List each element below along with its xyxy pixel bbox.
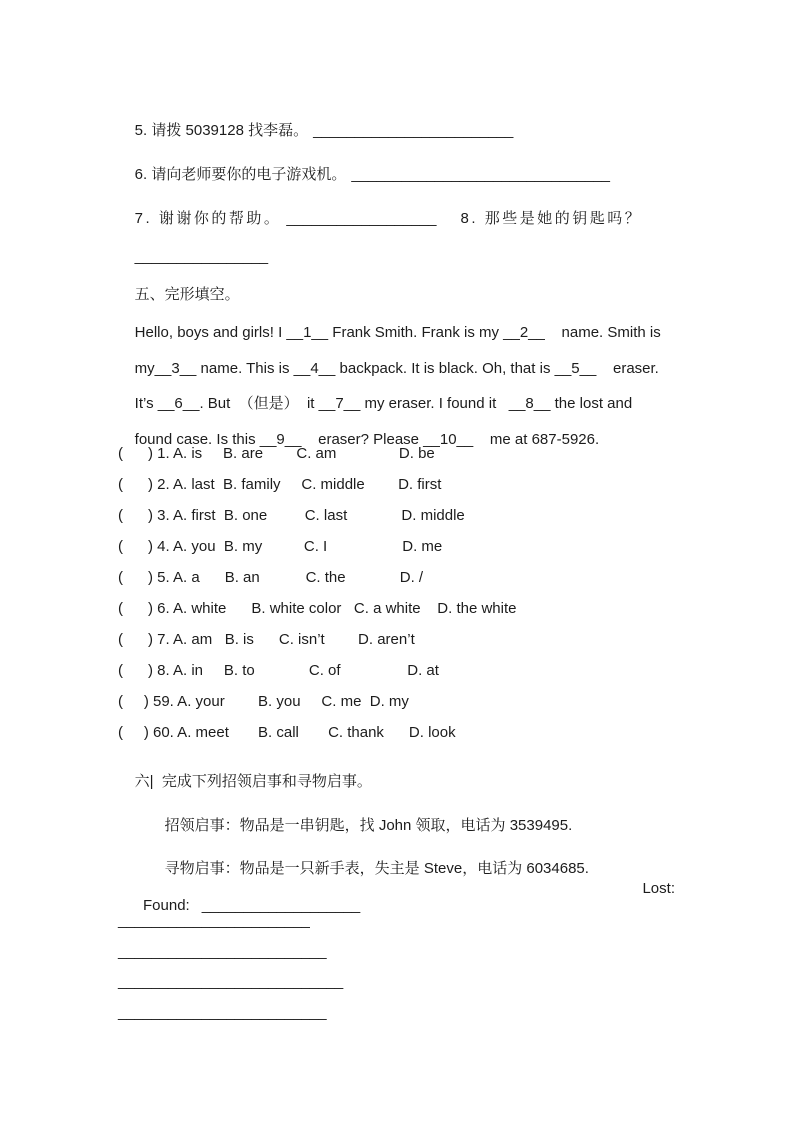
cloze-passage-line-3: It’s __6__. But （但是） it __7__ my eraser. I found it __8__ the lost and — [134, 395, 633, 412]
cloze-choice-row-60: ( ) 60. A. meet B. call C. thank D. look — [118, 724, 456, 741]
cloze-choice-row-6: ( ) 6. A. white B. white color C. a white D. the white — [118, 600, 517, 617]
lost-label: Lost: — [642, 880, 675, 897]
cloze-choice-row-2: ( ) 2. A. last B. family C. middle D. first — [118, 476, 442, 493]
translation-item-6-blank: _______________________________ — [351, 166, 610, 183]
answer-blank-line-1: _______________________ — [118, 912, 310, 929]
translation-item-7-blank: __________________ — [286, 210, 437, 227]
cloze-passage-line-2: my__3__ name. This is __4__ backpack. It is black. Oh, that is __5__ eraser. — [134, 360, 659, 377]
translation-item-5-blank: ________________________ — [313, 122, 514, 139]
translation-item-8-text: 8. 那些是她的钥匙吗？ — [460, 210, 643, 227]
answer-blank-line-2: _________________________ — [118, 943, 327, 960]
translation-item-6-text: 6. 请向老师要你的电子游戏机。 — [134, 166, 347, 183]
answer-blank-line-4: _________________________ — [118, 1004, 327, 1021]
cloze-passage-line-4: found case. Is this __9__ eraser? Please __10__ me at 687-5926. — [134, 431, 600, 448]
cloze-choice-row-8: ( ) 8. A. in B. to C. of D. at — [118, 662, 439, 679]
notices-section-heading: 六| 完成下列招领启事和寻物启事。 — [134, 773, 372, 790]
translation-item-8-blank: ________________ — [134, 248, 269, 265]
lost-notice-instruction: 寻物启事：物品是一只新手表，失主是 Steve，电话为 6034685. — [164, 860, 589, 877]
found-notice-instruction: 招领启事：物品是一串钥匙，找 John 领取，电话为 3539495. — [164, 817, 573, 834]
answer-blank-line-3: ___________________________ — [118, 973, 344, 990]
cloze-choice-row-4: ( ) 4. A. you B. my C. I D. me — [118, 538, 443, 555]
translation-item-7-text: 7. 谢谢你的帮助。 — [134, 210, 282, 227]
cloze-choice-row-7: ( ) 7. A. am B. is C. isn’t D. aren’t — [118, 631, 415, 648]
cloze-choice-row-5: ( ) 5. A. a B. an C. the D. / — [118, 569, 424, 586]
found-label: Found: — [143, 897, 190, 914]
cloze-passage-line-1: Hello, boys and girls! I __1__ Frank Smith. Frank is my __2__ name. Smith is — [134, 324, 661, 341]
cloze-choice-row-3: ( ) 3. A. first B. one C. last D. middle — [118, 507, 465, 524]
cloze-choice-row-1: ( ) 1. A. is B. are C. am D. be — [118, 445, 435, 462]
cloze-choice-row-59: ( ) 59. A. your B. you C. me D. my — [118, 693, 409, 710]
translation-item-5-text: 5. 请拨 5039128 找李磊。 — [134, 122, 309, 139]
found-blank: ___________________ — [201, 897, 361, 914]
cloze-section-heading: 五、完形填空。 — [134, 286, 240, 303]
